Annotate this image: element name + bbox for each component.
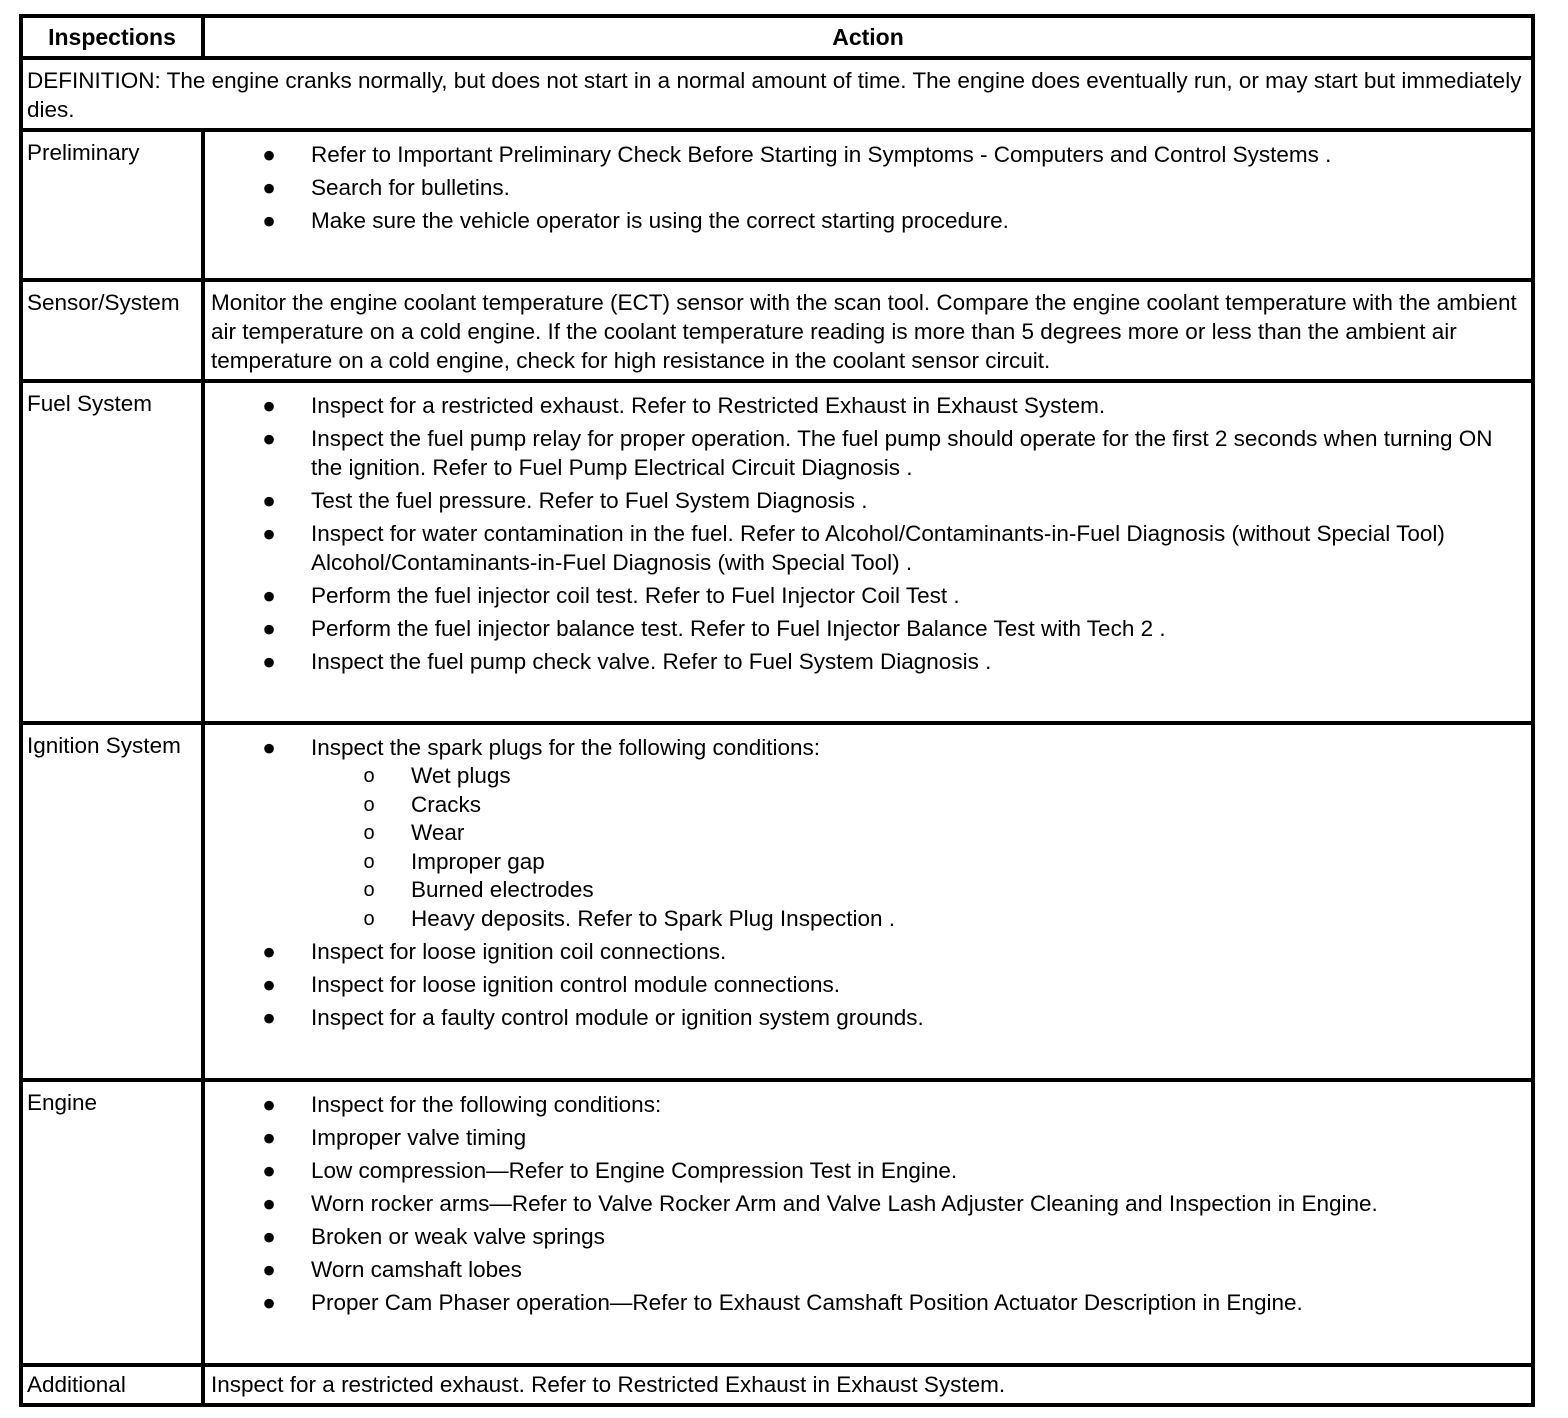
bullet-icon: ● (262, 1191, 276, 1216)
bullet-icon: ● (262, 1224, 276, 1249)
header-row (21, 16, 1533, 58)
list-item: ● Inspect for loose ignition coil connections. (259, 937, 1521, 966)
bullet-icon: ● (262, 939, 276, 964)
bullet-icon: ● (262, 735, 276, 760)
list-item: ● Make sure the vehicle operator is using the correct starting procedure. (259, 206, 1521, 235)
row-preliminary (21, 130, 1533, 280)
label-fuel-system: Fuel System (21, 381, 203, 723)
bullet-icon: ● (262, 488, 276, 513)
bullet-icon: ● (262, 1005, 276, 1030)
row-additional (21, 1365, 1533, 1405)
hollow-bullet-icon: o (363, 822, 375, 844)
action-additional: Inspect for a restricted exhaust. Refer to Restricted Exhaust in Exhaust System. (203, 1365, 1533, 1405)
sub-list-item: o Wet plugs (359, 762, 1521, 791)
list-item: ● Test the fuel pressure. Refer to Fuel System Diagnosis . (259, 486, 1521, 515)
list-item: ● Low compression—Refer to Engine Compression Test in Engine. (259, 1156, 1521, 1185)
bullet-icon: ● (262, 583, 276, 608)
list-item: ● Refer to Important Preliminary Check Before Starting in Symptoms - Computers and Control Systems . (259, 140, 1521, 169)
bullet-icon: ● (262, 208, 276, 233)
bullet-icon: ● (262, 521, 276, 546)
definition-text: DEFINITION: The engine cranks normally, but does not start in a normal amount of time. The engine does eventually run, or may start but immediately dies. (21, 58, 1533, 130)
list-item: ● Inspect for a faulty control module or ignition system grounds. (259, 1003, 1521, 1032)
bullet-icon: ● (262, 1290, 276, 1315)
hollow-bullet-icon: o (363, 765, 375, 787)
label-additional: Additional (21, 1365, 203, 1405)
list-item: ● Search for bulletins. (259, 173, 1521, 202)
list-item: ● Inspect the fuel pump relay for proper operation. The fuel pump should operate for the first 2 seconds when turning ON the ignition. Refer to Fuel Pump Electrical Circuit Diagnosis . (259, 424, 1521, 482)
sub-list-item: o Heavy deposits. Refer to Spark Plug Inspection . (359, 905, 1521, 934)
list-item: ● Inspect the fuel pump check valve. Refer to Fuel System Diagnosis . (259, 647, 1521, 676)
spark-plug-conditions-list (311, 762, 1521, 933)
list-item: ● Worn rocker arms—Refer to Valve Rocker Arm and Valve Lash Adjuster Cleaning and Inspection in Engine. (259, 1189, 1521, 1218)
action-preliminary (203, 130, 1533, 280)
action-ignition-system (203, 723, 1533, 1080)
list-item: ● Inspect for water contamination in the fuel. Refer to Alcohol/Contaminants-in-Fuel Diagnosis (without Special Tool) Alcohol/Contaminants-in-Fuel Diagnosis (with Special Tool) . (259, 519, 1521, 577)
label-preliminary: Preliminary (21, 130, 203, 280)
bullet-icon: ● (262, 649, 276, 674)
label-engine: Engine (21, 1080, 203, 1365)
row-engine (21, 1080, 1533, 1365)
header-action: Action (203, 16, 1533, 58)
list-item: ● Inspect for loose ignition control module connections. (259, 970, 1521, 999)
list-item: ● Broken or weak valve springs (259, 1222, 1521, 1251)
sub-list-item: o Cracks (359, 791, 1521, 820)
bullet-icon: ● (262, 1092, 276, 1117)
hollow-bullet-icon: o (363, 793, 375, 816)
diagnostic-table-page (19, 14, 1531, 1407)
list-item: ● Perform the fuel injector balance test. Refer to Fuel Injector Balance Test with Tech 2 . (259, 614, 1521, 643)
bullet-icon: ● (262, 175, 276, 200)
ignition-list (205, 725, 1531, 1032)
definition-row (21, 58, 1533, 130)
header-inspections: Inspections (21, 16, 203, 58)
list-item: ● Inspect for the following conditions: (259, 1090, 1521, 1119)
bullet-icon: ● (262, 1257, 276, 1282)
row-fuel-system (21, 381, 1533, 723)
hollow-bullet-icon: o (363, 850, 375, 873)
label-sensor-system: Sensor/System (21, 280, 203, 381)
hollow-bullet-icon: o (363, 879, 375, 901)
engine-list (205, 1082, 1531, 1317)
row-sensor-system (21, 280, 1533, 381)
bullet-icon: ● (262, 1158, 276, 1183)
list-item: ● Improper valve timing (259, 1123, 1521, 1152)
list-item: ● Inspect for a restricted exhaust. Refer to Restricted Exhaust in Exhaust System. (259, 391, 1521, 420)
bullet-icon: ● (262, 426, 276, 451)
sub-list-item: o Wear (359, 819, 1521, 848)
sub-list-item: o Burned electrodes (359, 876, 1521, 905)
action-engine (203, 1080, 1533, 1365)
bullet-icon: ● (262, 142, 276, 167)
list-item: ● Worn camshaft lobes (259, 1255, 1521, 1284)
bullet-icon: ● (262, 1125, 276, 1150)
row-ignition-system (21, 723, 1533, 1080)
bullet-icon: ● (262, 972, 276, 997)
action-sensor-system: Monitor the engine coolant temperature (ECT) sensor with the scan tool. Compare the engine coolant temperature with the ambient air temperature on a cold engine. If the coolant temperature reading is more than 5 degrees more or less than the ambient air temperature on a cold engine, check for high resistance in the coolant sensor circuit. (203, 280, 1533, 381)
list-item: ● Proper Cam Phaser operation—Refer to Exhaust Camshaft Position Actuator Description in Engine. (259, 1288, 1521, 1317)
bullet-icon: ● (262, 616, 276, 641)
label-ignition-system: Ignition System (21, 723, 203, 1080)
action-fuel-system (203, 381, 1533, 723)
list-item: ● Inspect the spark plugs for the following conditions: o Wet plugs o Cracks o Wear o Improper gap o Burned electrodes o Heavy deposits. Refer to Spark Plug Inspection . (259, 733, 1521, 933)
inspection-table (19, 14, 1535, 1407)
sub-list-item: o Improper gap (359, 848, 1521, 877)
bullet-icon: ● (262, 393, 276, 418)
fuel-list (205, 383, 1531, 676)
preliminary-list (205, 132, 1531, 235)
hollow-bullet-icon: o (363, 907, 375, 930)
list-item: ● Perform the fuel injector coil test. Refer to Fuel Injector Coil Test . (259, 581, 1521, 610)
